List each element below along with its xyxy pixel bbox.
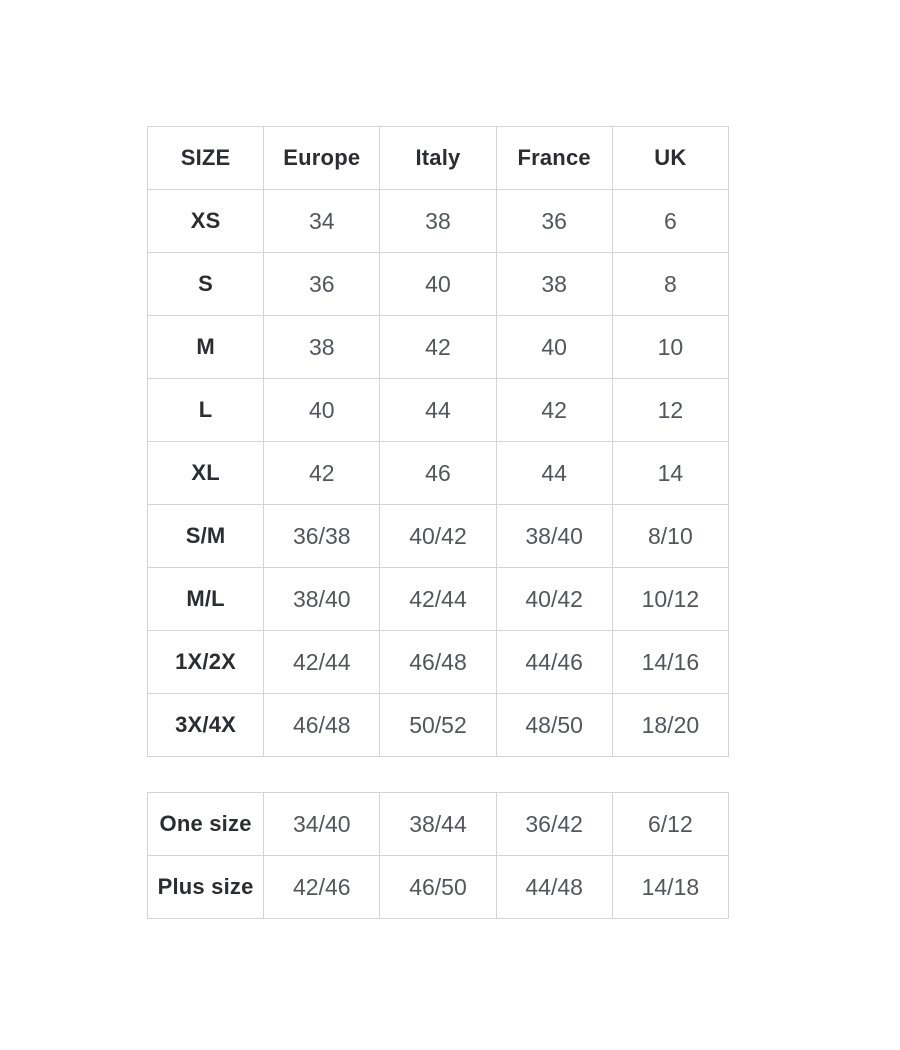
row-label: M [148, 316, 264, 379]
table-cell: 42/44 [264, 631, 380, 694]
table-cell: 36/42 [496, 793, 612, 856]
table-row-s-m [148, 505, 729, 568]
table-cell: 40 [380, 253, 496, 316]
table-row-m-l [148, 568, 729, 631]
size-conversion-table [147, 126, 729, 757]
table-cell: 36 [264, 253, 380, 316]
table-cell: 14 [612, 442, 728, 505]
table-cell: 40/42 [496, 568, 612, 631]
table-cell: 46/48 [264, 694, 380, 757]
row-label: XL [148, 442, 264, 505]
table-cell: 14/18 [612, 856, 728, 919]
row-label: Plus size [148, 856, 264, 919]
row-label: 1X/2X [148, 631, 264, 694]
table-row-s [148, 253, 729, 316]
one-size-plus-size-table [147, 792, 729, 919]
row-label: S [148, 253, 264, 316]
table-cell: 6 [612, 190, 728, 253]
table-cell: 42/44 [380, 568, 496, 631]
table-cell: 44 [380, 379, 496, 442]
table-cell: 46 [380, 442, 496, 505]
table-row-l [148, 379, 729, 442]
table-cell: 44 [496, 442, 612, 505]
table-row-3x-4x [148, 694, 729, 757]
table-row-1x-2x [148, 631, 729, 694]
table-cell: 14/16 [612, 631, 728, 694]
table-cell: 38/44 [380, 793, 496, 856]
table-cell: 34/40 [264, 793, 380, 856]
table-cell: 18/20 [612, 694, 728, 757]
table-cell: 38 [496, 253, 612, 316]
table-cell: 36/38 [264, 505, 380, 568]
table-cell: 38/40 [496, 505, 612, 568]
table-cell: 50/52 [380, 694, 496, 757]
table-cell: 42/46 [264, 856, 380, 919]
table-cell: 42 [380, 316, 496, 379]
row-label: XS [148, 190, 264, 253]
column-header-france: France [496, 127, 612, 190]
row-label: 3X/4X [148, 694, 264, 757]
table-cell: 38 [264, 316, 380, 379]
table-cell: 44/46 [496, 631, 612, 694]
table-cell: 46/50 [380, 856, 496, 919]
row-label: S/M [148, 505, 264, 568]
table-cell: 12 [612, 379, 728, 442]
table-cell: 6/12 [612, 793, 728, 856]
table-cell: 8/10 [612, 505, 728, 568]
row-label: One size [148, 793, 264, 856]
column-header-size: SIZE [148, 127, 264, 190]
row-label: L [148, 379, 264, 442]
table-cell: 44/48 [496, 856, 612, 919]
table-row-plus-size [148, 856, 729, 919]
table-row-xs [148, 190, 729, 253]
table-cell: 48/50 [496, 694, 612, 757]
table-cell: 34 [264, 190, 380, 253]
row-label: M/L [148, 568, 264, 631]
table-cell: 40 [264, 379, 380, 442]
table-row-one-size [148, 793, 729, 856]
table-cell: 46/48 [380, 631, 496, 694]
column-header-italy: Italy [380, 127, 496, 190]
table-row-xl [148, 442, 729, 505]
table-cell: 42 [264, 442, 380, 505]
table-cell: 8 [612, 253, 728, 316]
table-cell: 36 [496, 190, 612, 253]
table-cell: 38/40 [264, 568, 380, 631]
table-cell: 10 [612, 316, 728, 379]
column-header-uk: UK [612, 127, 728, 190]
table-cell: 42 [496, 379, 612, 442]
table-cell: 40/42 [380, 505, 496, 568]
table-cell: 40 [496, 316, 612, 379]
table-cell: 10/12 [612, 568, 728, 631]
column-header-europe: Europe [264, 127, 380, 190]
table-cell: 38 [380, 190, 496, 253]
table-row-m [148, 316, 729, 379]
header-row [148, 127, 729, 190]
